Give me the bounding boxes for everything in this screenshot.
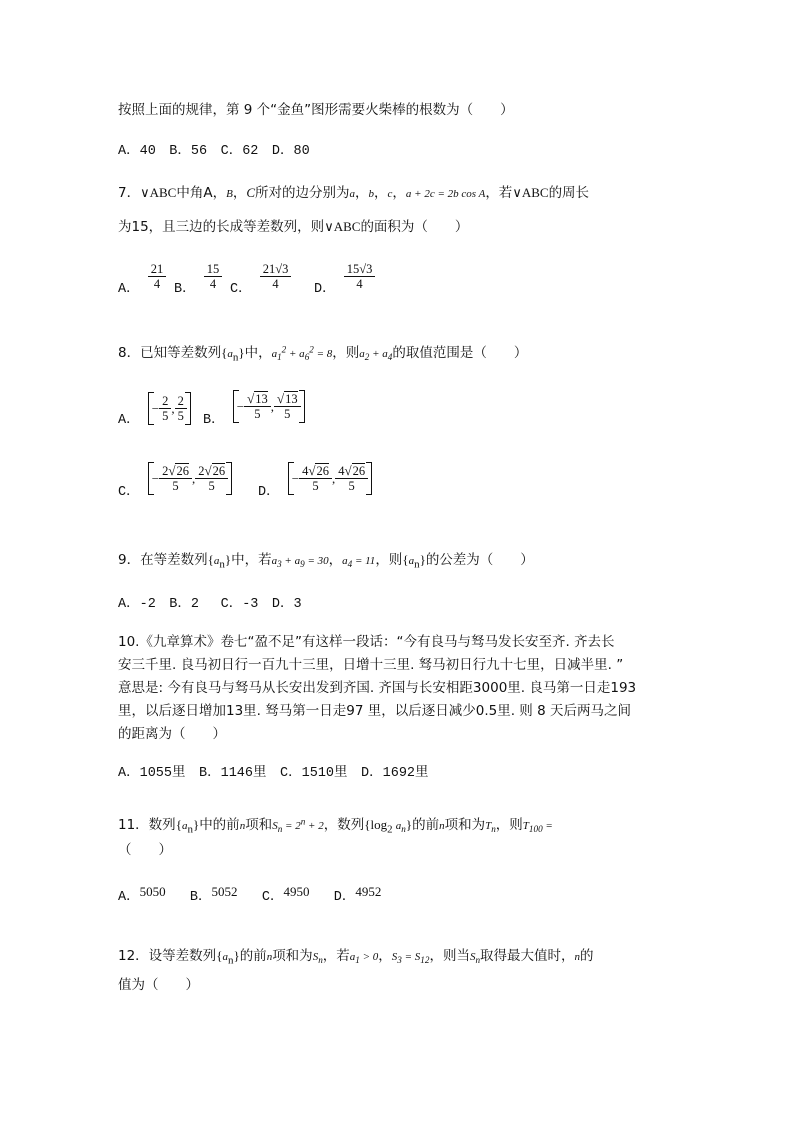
question-6-stem: 按照上面的规律，第 9 个“金鱼”图形需要火柴棒的根数为（ ） <box>118 102 514 118</box>
question-12-line-1: 12．设等差数列$\{a_n\}$的前n项和为$S_n$，若$a_1 > 0$，$S_3 = S_{12}$，则当$S_n$取得最大值时，n的 <box>118 948 594 967</box>
question-7-option-b: B． $\frac{15}{4}$ <box>174 262 222 291</box>
question-7-option-d: D． $\frac{15√3}{4}$ <box>314 262 375 291</box>
question-10-options: A．1055里 B．1146里 C．1510里 D．1692里 <box>118 766 429 781</box>
question-8-option-d: D． − $\frac{4√26}{5}$ , $\frac{4√26}{5}$ <box>258 462 372 495</box>
question-6-options: A．40 B．56 C．62 D．80 <box>118 144 310 159</box>
question-8-option-b: B． − $\frac{√13}{5}$ , $\frac{√13}{5}$ <box>203 390 305 423</box>
question-9-stem: 9．在等差数列$\{a_n\}$中，若$a_3 + a_9 = 30$，$a_4 = 11$，则$\{a_n\}$的公差为（ ） <box>118 552 534 571</box>
question-7-option-a: A． $\frac{21}{4}$ <box>118 262 166 291</box>
question-10-line-5: 的距离为（ ） <box>118 726 226 742</box>
question-10-line-1: 10.《九章算术》卷七“盈不足”有这样一段话：“今有良马与驽马发长安至齐. 齐去长 <box>118 634 615 650</box>
question-11-line-2: （ ） <box>118 842 172 858</box>
question-7-line-1: 7．∨ABC中角A，B，C所对的边分别为a，b，c，a + 2c = 2b cos A，若∨ABC的周长 <box>118 185 590 201</box>
question-7-line-2: 为15，且三边的长成等差数列，则∨ABC的面积为（ ） <box>118 219 469 235</box>
question-8-stem: 8．已知等差数列$\{a_n\}$中，$a_1^2 + a_6^2 = 8$，则$a_2 + a_4$的取值范围是（ ） <box>118 344 528 364</box>
question-10-line-3: 意思是: 今有良马与驽马从长安出发到齐国. 齐国与长安相距3000里. 良马第一日走193 <box>118 680 637 696</box>
question-11-options: A．5050 B．5052 C．4950 D．4952 <box>118 884 382 905</box>
question-7-option-c: C． $\frac{21√3}{4}$ <box>230 262 291 291</box>
question-10-line-4: 里，以后逐日增加13里. 驽马第一日走97 里，以后逐日减少0.5里. 则 8 天后两马之间 <box>118 703 631 719</box>
question-8-option-c: C． − $\frac{2√26}{5}$ , $\frac{2√26}{5}$ <box>118 462 232 495</box>
question-9-options: A．-2 B．2 C．-3 D．3 <box>118 597 302 612</box>
question-12-line-2: 值为（ ） <box>118 977 199 993</box>
question-10-line-2: 安三千里. 良马初日行一百九十三里，日增十三里. 驽马初日行九十七里，日减半里. ” <box>118 657 624 673</box>
question-11-line-1: 11．数列$\{a_n\}$中的前n项和$S_n = 2^n + 2$，数列{$\log_2$ $a_n$}的前n项和为$T_n$，则$T_{100}$ = <box>118 816 553 836</box>
question-8-option-a: A． − $\frac{2}{5}$ , $\frac{2}{5}$ <box>118 392 191 425</box>
